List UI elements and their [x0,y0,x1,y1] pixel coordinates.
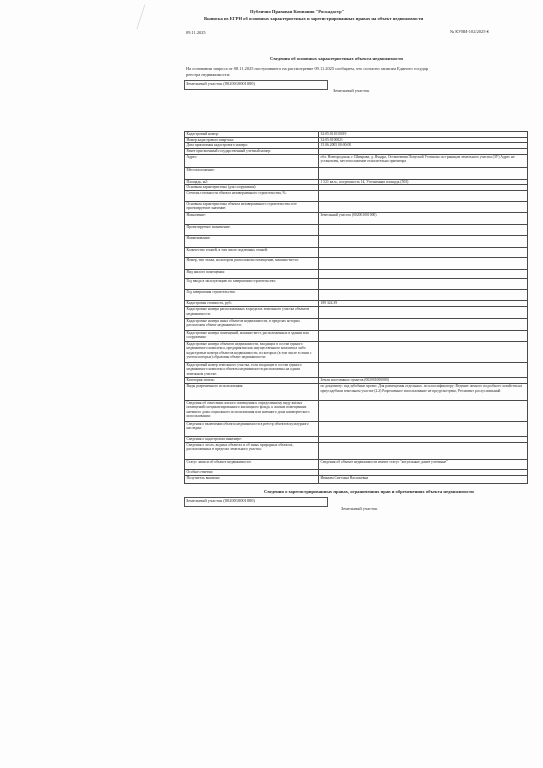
row-label: Кадастровая стоимость, руб.: [185,301,319,307]
row-label: Адрес: [185,154,319,168]
row-label: Основная характеристика (для сооружения): [185,185,319,191]
row-label: Статус записи об объекте недвижимости: [185,459,319,469]
intro-line: На основании запроса от 08.11.2025 поступившего на рассмотрение 09.11.2025 сообщаем, что согласно записям Единого государ [186,66,428,71]
row-label: Кадастровый номер земельного участка, если входящие в состав единого недвижимого комплекса объекты недвижимости расположены на одном земельном участке: [185,363,319,378]
row-label: Вид жилого помещения: [185,269,319,278]
section-title-characteristics: Сведения об основных характеристиках объекта недвижимости [270,56,403,61]
row-label: Сведения о лесах, водных объектах и об иных природных объектах, расположенных в пределах земельного участка: [185,442,319,459]
table-row [185,476,528,484]
table-row [185,168,528,180]
table-row [185,342,528,363]
row-value: Иванова Светлана Васильевна [319,476,528,484]
row-value: 15.06.2005 00:00:00 [319,143,528,149]
document-number: № КУВИ-102/2025-€ [450,29,490,34]
row-label: Кадастровые номера иных объектов недвижимости, в пределах которых расположен объект недвижимости: [185,318,319,330]
table-row [185,421,528,436]
table-row [185,442,528,459]
table-row [185,269,528,278]
row-label: Основная характеристика объекта незавершенного строительства и ее проектируемое значение: [185,201,319,213]
table-row [185,307,528,319]
row-label: Наименование: [185,236,319,248]
table-row [185,201,528,213]
row-value [319,442,528,459]
row-value: 32:05:011010019 [319,132,528,138]
row-label: Местоположение: [185,168,319,180]
row-label: Год ввода в эксплуатацию по завершении строительства: [185,279,319,289]
row-value [319,224,528,236]
row-label: Степень готовности объекта незавершенного строительства, %: [185,191,319,201]
table-row [185,279,528,289]
row-label: Кадастровые номера расположенных в пределах земельного участка объектов недвижимости: [185,307,319,319]
table-row [185,363,528,378]
row-label: Получатель выписки: [185,476,319,484]
row-label: Сведения о включении объекта недвижимости в реестр объектов культурного наследия: [185,421,319,436]
table-row [185,289,528,301]
row-value [319,400,528,421]
row-label: Виды разрешенного использования: [185,384,319,401]
characteristics-table [184,131,528,484]
row-value: 1 521 кв.м., погрешность 14, Уточненная площадь (503) [319,179,528,185]
row-label: Ранее присвоенный государственный учетный номер: [185,148,319,154]
row-value [319,363,528,378]
row-label: Особые отметки: [185,470,319,476]
table-row [185,224,528,236]
row-label: Дата присвоения кадастрового номера: [185,143,319,149]
row-value: 189 324.39 [319,301,528,307]
row-label: Сведения об отнесении жилого помещения к определенному виду жилых помещений специализированного жилищного фонда, к жилым помещениям наемного дома социального использования или наемного дома коммерческого использования: [185,400,319,421]
row-label: Количество этажей, в том числе подземных этажей: [185,247,319,257]
object-subtitle: Земельный участок [333,88,370,93]
table-row [185,191,528,201]
table-row [185,318,528,330]
row-label: Сведения о кадастровом инженере: [185,436,319,442]
row-value [319,307,528,319]
table-row [185,236,528,248]
row-value [319,279,528,289]
intro-paragraph [186,66,526,78]
row-label: Кадастровые номера объектов недвижимости, входящих в состав единого недвижимого комплекса, предприятия как имущественного комплекса либо кадастровые номера объектов недвижимости, из которых (в том числе в связи с учетом которых) образован объект недвижимости: [185,342,319,363]
row-label: Кадастровый номер: [185,132,319,138]
row-value [319,168,528,180]
row-value [319,236,528,248]
row-value [319,421,528,436]
row-value: Земли населенных пунктов (002001000000) [319,377,528,383]
row-label: Категория земель: [185,377,319,383]
table-row [185,459,528,469]
row-value [319,330,528,342]
row-label: Проектируемое назначение: [185,224,319,236]
row-label: Номер кадастрового квартала: [185,137,319,143]
scan-mark [136,4,158,33]
table-row [185,384,528,401]
row-value [319,258,528,270]
row-value [319,247,528,257]
row-label: Год завершения строительства: [185,289,319,301]
row-value: Сведения об объекте недвижимости имеют статус "актуальные, ранее учтенные" [319,459,528,469]
document-title: Выписка из ЕГРН об основных характеристиках и зарегистрированных правах на объект недвижимости [204,16,424,21]
row-value: по документу: под зубобные проект. Для размещения отдельных. по классификатору: Ведение личного подсобного хозяйства на приусадебном земельном участке (2.2) Разрешенное использование не предусмотрено, Регламент рослуслишьный [319,384,528,401]
table-row [185,400,528,421]
row-value [319,289,528,301]
document-date: 09.11.2025 [186,30,206,35]
row-value [319,342,528,363]
row-value [319,269,528,278]
table-row [185,213,528,225]
row-value: Земельный участок (002001001000) [319,213,528,225]
row-label: Кадастровые номера помещений, машино-мест, расположенных в здании или сооружении: [185,330,319,342]
object-subtitle-rights: Земельный участок [341,506,378,511]
row-value [319,201,528,213]
org-name: Публично Правовая Компания "Роскадастр" [250,9,345,14]
row-label: Назначение: [185,213,319,225]
object-label: Земельный участок (0020010001000) [186,81,255,86]
row-value [319,318,528,330]
row-label: Номер, тип этажа, на котором расположено помещение, машино-место: [185,258,319,270]
table-row [185,247,528,257]
intro-line: реестра недвижимости: [186,72,231,77]
table-row [185,154,528,168]
object-label-rights: Земельный участок (0020010001000) [186,498,255,503]
row-value: обл. Новгородская, г. Шимрава, д. Ячадра, Осташевичи/Лопуской Уточнено по границам земельного участка (ЗУ) Адрес не установлен, местоположение относительно ориентира [319,154,528,168]
table-row [185,330,528,342]
row-value [319,191,528,201]
row-label: Площадь, м2: [185,179,319,185]
table-row [185,258,528,270]
row-value: 32:05:0100021 [319,137,528,143]
section-title-rights: Сведения о зарегистрированных правах, ограничениях прав и обременениях объекта недвижимости [264,489,474,494]
